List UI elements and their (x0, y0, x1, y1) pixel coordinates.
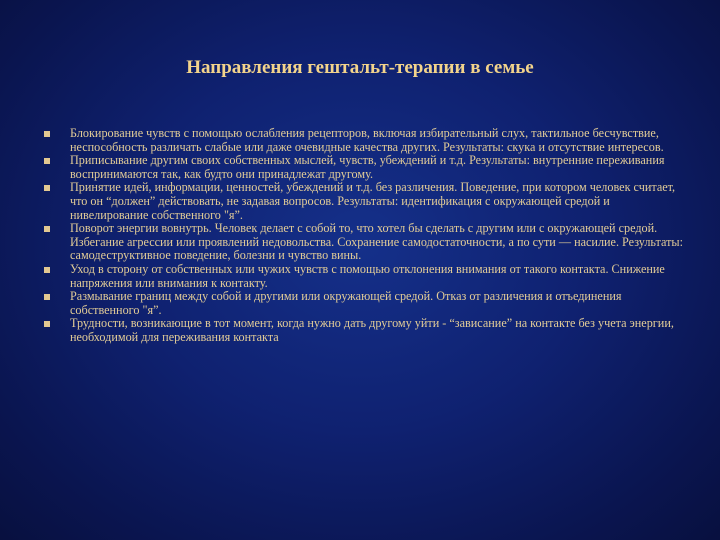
square-bullet-icon (44, 131, 50, 137)
bullet-text: Размывание границ между собой и другими или окружающей средой. Отказ от различения и отъединения собственного "я”. (70, 289, 622, 317)
bullet-text: Трудности, возникающие в тот момент, когда нужно дать другому уйти - “зависание” на контакте без учета энергии, необходимой для переживания контакта (70, 316, 674, 344)
square-bullet-icon (44, 185, 50, 191)
bullet-list (44, 127, 684, 345)
bullet-text: Принятие идей, информации, ценностей, убеждений и т.д. без различения. Поведение, при котором человек считает, что он “должен” действовать, не задавая вопросов. Результаты: идентификация с окружающей средой и нивелирование собственного "я”. (70, 180, 676, 222)
bullet-text: Блокирование чувств с помощью ослабления рецепторов, включая избирательный слух, тактильное бесчувствие, неспособность различать слабые или даже очевидные качества других. Результаты: скука и отсутствие интересов. (70, 126, 664, 154)
bullet-item (44, 317, 684, 344)
bullet-text: Поворот энергии вовнутрь. Человек делает с собой то, что хотел бы сделать с другим или с окружающей средой. Избегание агрессии или проявлений недовольства. Сохранение самодостаточности, а по сути — насилие. Результаты: самодеструктивное поведение, болезни и чувство вины. (70, 221, 683, 263)
bullet-item (44, 154, 684, 181)
bullet-item (44, 263, 684, 290)
square-bullet-icon (44, 321, 50, 327)
bullet-item (44, 127, 684, 154)
square-bullet-icon (44, 294, 50, 300)
bullet-text: Уход в сторону от собственных или чужих чувств с помощью отклонения внимания от такого контакта. Снижение напряжения или внимания к контакту. (70, 261, 665, 290)
bullet-item (44, 290, 684, 317)
slide-title: Направления гештальт-терапии в семье (186, 57, 534, 78)
bullet-item (44, 181, 684, 222)
square-bullet-icon (44, 226, 50, 232)
square-bullet-icon (44, 267, 50, 273)
bullet-text: Приписывание другим своих собственных мыслей, чувств, убеждений и т.д. Результаты: внутренние переживания воспринимаются так, как будто они принадлежат другому. (70, 153, 665, 181)
square-bullet-icon (44, 158, 50, 164)
bullet-item (44, 222, 684, 263)
